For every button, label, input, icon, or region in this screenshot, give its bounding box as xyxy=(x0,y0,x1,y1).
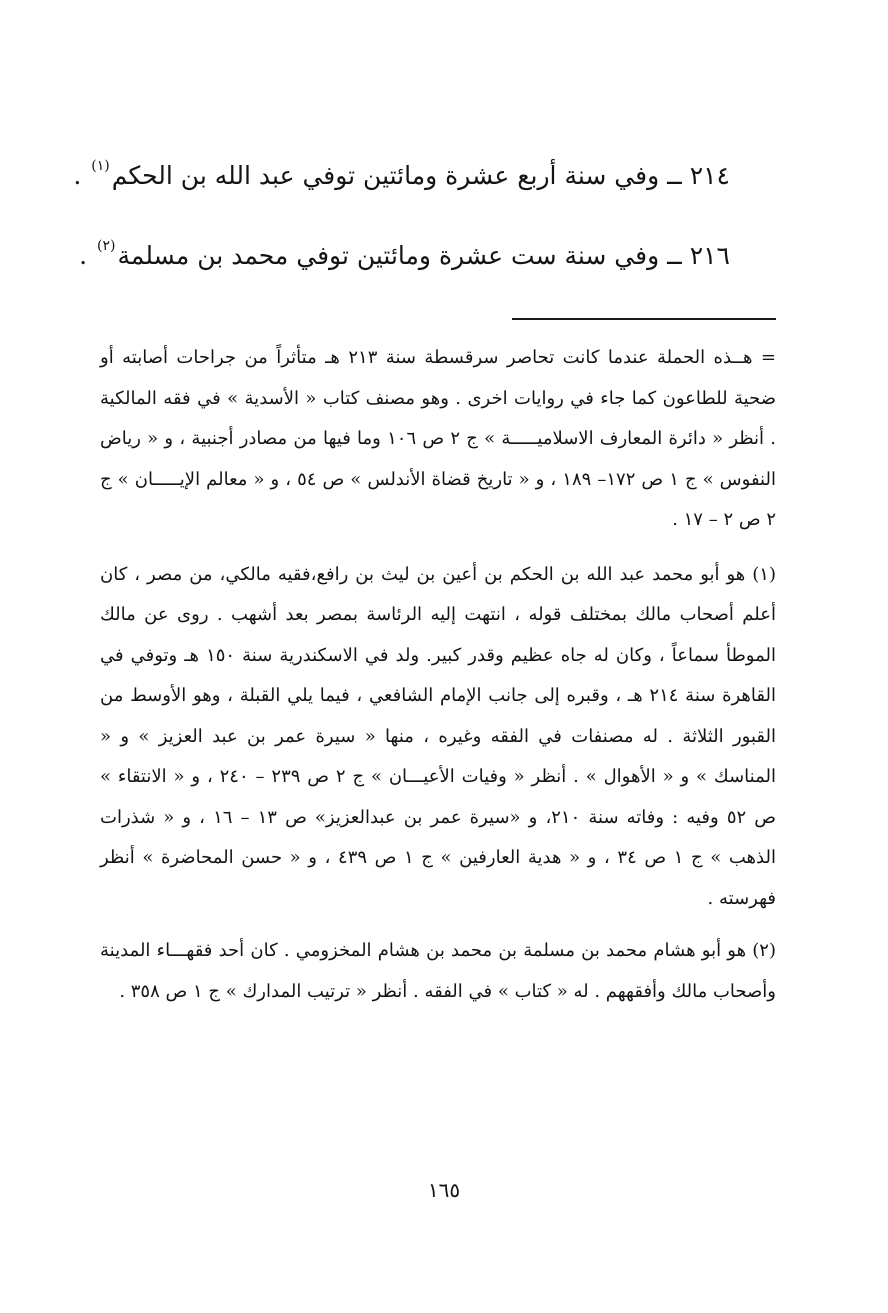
entry-214 xyxy=(73,136,730,216)
footnotes xyxy=(100,338,776,1012)
entry-text: ٢١٦ ــ وفي سنة ست عشرة ومائتين توفي محمد بن مسلمة xyxy=(117,241,730,270)
footnote-separator xyxy=(512,318,776,320)
page-number: ١٦٥ xyxy=(427,1178,461,1202)
main-entries xyxy=(73,136,730,296)
footnote-ref-2: (٢) xyxy=(97,238,116,254)
footnote-1: (١) هو أبو محمد عبد الله بن الحكم بن أعين بن ليث بن رافع،فقيه مالكي، من مصر ، كان أعلم أصحاب مالك بمختلف قوله ، انتهت إليه الرئاسة بمصر بعد أشهب . روى عن مالك الموطأ سماعاً ، وكان له جاه عظيم وقدر كبير. ولد في الاسكندرية سنة ١٥٠ هـ وتوفي في القاهرة سنة ٢١٤ هـ ، وقبره إلى جانب الإمام الشافعي ، فيما يلي القبلة ، وهو الأوسط من القبور الثلاثة . له مصنفات في الفقه وغيره ، منها « سيرة عمر بن عبد العزيز » و « المناسك » و « الأهوال » . أنظر « وفيات الأعيـــان » ج ٢ ص ٢٣٩ – ٢٤٠ ، و « الانتقاء » ص ٥٢ وفيه : وفاته سنة ٢١٠، و «سيرة عمر بن عبدالعزيز» ص ١٣ – ١٦ ، و « شذرات الذهب » ج ١ ص ٣٤ ، و « هدية العارفين » ج ١ ص ٤٣٩ ، و « حسن المحاضرة » أنظر فهرسته . xyxy=(100,563,777,909)
entry-end-mark: . xyxy=(73,161,82,190)
entry-end-mark: . xyxy=(79,241,88,270)
entry-216 xyxy=(79,216,730,296)
entry-text: ٢١٤ ــ وفي سنة أربع عشرة ومائتين توفي عبد الله بن الحكم xyxy=(111,161,730,190)
footnote-2: (٢) هو أبو هشام محمد بن مسلمة بن محمد بن هشام المخزومي . كان أحد فقهـــاء المدينة وأصحاب مالك وأفقههم . له « كتاب » في الفقه . أنظر « ترتيب المدارك » ج ١ ص ٣٥٨ . xyxy=(100,940,776,1002)
footnote-continuation: = هــذه الحملة عندما كانت تحاصر سرقسطة سنة ٢١٣ هـ متأثراً من جراحات أصابته أو ضحية للطاعون كما جاء في روايات اخرى . وهو مصنف كتاب « الأسدية » في فقه المالكية . أنظر « دائرة المعارف الاسلاميـــــة » ج ٢ ص ١٠٦ وما فيها من مصادر أجنبية ، و « رياض النفوس » ج ١ ص ١٧٢– ١٨٩ ، و « تاريخ قضاة الأندلس » ص ٥٤ ، و « معالم الإيـــــان » ج ٢ ص ٢ – ١٧ . xyxy=(100,347,776,530)
footnote-ref-1: (١) xyxy=(91,158,110,174)
